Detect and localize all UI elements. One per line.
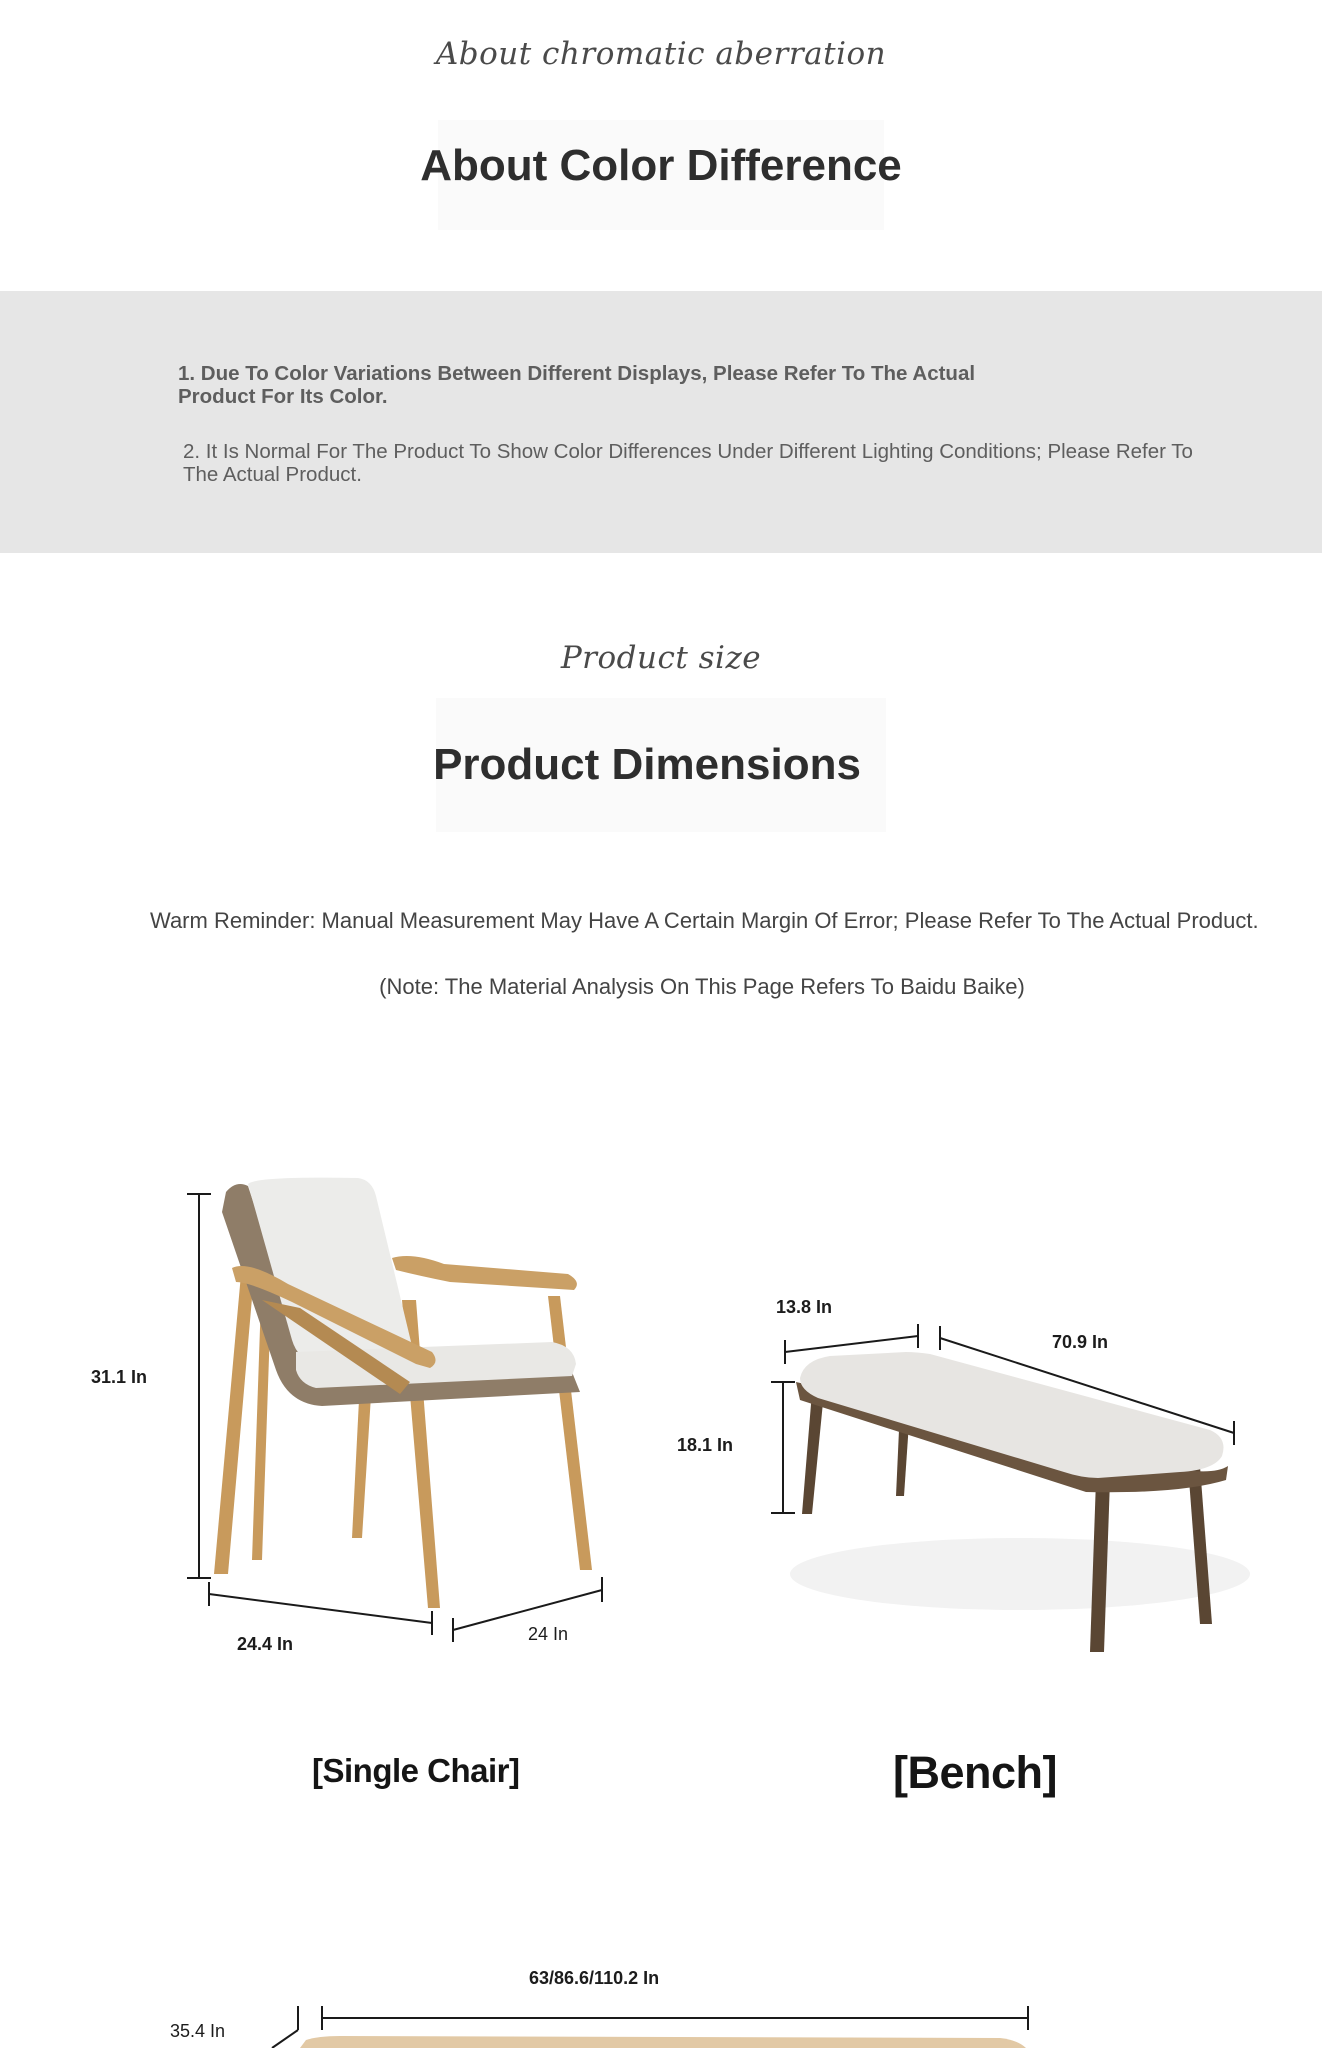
bench-depth-label: 13.8 In	[776, 1297, 833, 1317]
bench-shadow	[790, 1538, 1250, 1610]
color-note-1: 1. Due To Color Variations Between Different Displays, Please Refer To The Actual Product For Its Color.	[178, 362, 976, 408]
chair-depth-label: 24 In	[528, 1624, 569, 1644]
chair-legs	[214, 1252, 592, 1608]
chair-width-label: 24.4 In	[237, 1634, 294, 1654]
warm-reminder: Warm Reminder: Manual Measurement May Have A Certain Margin Of Error; Please Refer To The Actual Product.	[150, 908, 1259, 933]
chair-back-cushion	[248, 1178, 412, 1362]
table-width-label: 35.4 In	[170, 2021, 226, 2041]
size-script-heading: Product size	[560, 640, 762, 676]
bench-height-label: 18.1 In	[677, 1435, 734, 1455]
chair-front-rail	[262, 1300, 410, 1394]
chair-right-armrest	[392, 1256, 577, 1290]
table-length-label: 63/86.6/110.2 In	[529, 1968, 660, 1988]
chair-seat-cushion	[296, 1342, 576, 1388]
color-script-heading: About chromatic aberration	[435, 36, 887, 72]
material-note: (Note: The Material Analysis On This Page Refers To Baidu Baike)	[379, 974, 1025, 999]
chair-height-label: 31.1 In	[91, 1367, 148, 1387]
table-dimension-lines	[272, 2006, 1028, 2048]
chair-left-armrest	[232, 1266, 436, 1368]
dimensions-heading: Product Dimensions	[433, 740, 861, 789]
color-notice-band	[0, 291, 1322, 553]
bench-caption: [Bench]	[893, 1747, 1057, 1798]
chair-woven-back	[222, 1184, 580, 1406]
color-note-2: 2. It Is Normal For The Product To Show Color Differences Under Different Lighting Conditions; Please Refer To The Actual Product.	[183, 440, 1193, 486]
bench-length-label: 70.9 In	[1052, 1332, 1109, 1352]
chair-dimension-lines	[187, 1194, 602, 1642]
bench-dimension-lines	[771, 1324, 1234, 1513]
bench-cushion	[800, 1352, 1224, 1478]
table-top-edge	[300, 2036, 1026, 2048]
color-heading: About Color Difference	[420, 141, 902, 190]
chair-caption: [Single Chair]	[312, 1752, 520, 1789]
bench-frame	[796, 1382, 1228, 1492]
bench-legs	[802, 1392, 1212, 1652]
